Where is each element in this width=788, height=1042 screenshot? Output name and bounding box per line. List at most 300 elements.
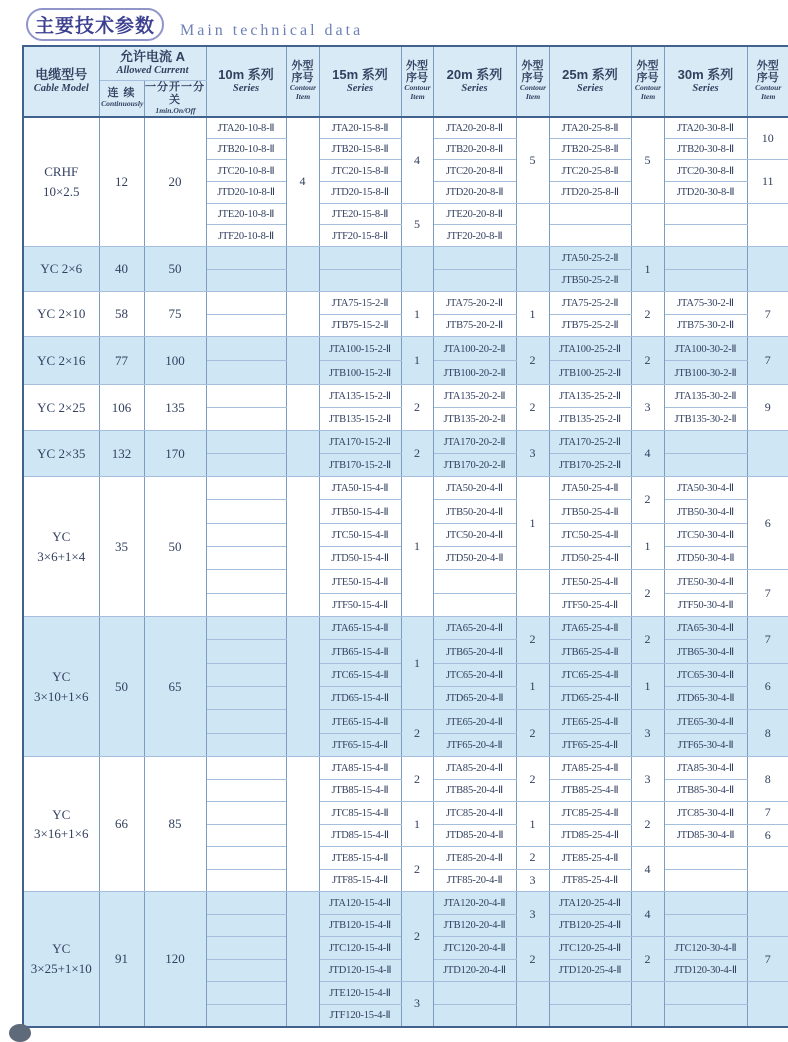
contour-item-cell: 1	[516, 802, 549, 847]
series-model-cell: JTF50-25-4-Ⅱ	[549, 593, 631, 616]
series-model-cell	[206, 847, 286, 870]
series-model-cell: JTD65-15-4-Ⅱ	[319, 687, 401, 710]
onoff-current-cell: 75	[144, 292, 206, 337]
series-model-cell: JTB170-15-2-Ⅱ	[319, 454, 401, 477]
series-model-cell: JTA20-25-8-Ⅱ	[549, 117, 631, 139]
series-model-cell: JTD65-30-4-Ⅱ	[664, 687, 747, 710]
series-model-cell: JTA135-30-2-Ⅱ	[664, 385, 747, 408]
contour-item-cell: 4	[401, 117, 433, 204]
table-row	[23, 477, 788, 500]
series-model-cell	[206, 869, 286, 892]
onoff-current-cell: 100	[144, 337, 206, 385]
contour-item-cell: 1	[516, 477, 549, 570]
series-model-cell	[664, 454, 747, 477]
series-model-cell: JTD50-25-4-Ⅱ	[549, 547, 631, 570]
col-header-allowed-current	[99, 46, 206, 80]
series-model-cell: JTA65-20-4-Ⅱ	[433, 617, 516, 640]
series-model-cell: JTA120-15-4-Ⅱ	[319, 892, 401, 915]
series-model-cell: JTA85-15-4-Ⅱ	[319, 757, 401, 780]
contour-item-cell: 3	[631, 385, 664, 431]
series-model-cell	[206, 959, 286, 982]
series-model-cell: JTE20-20-8-Ⅱ	[433, 203, 516, 225]
series-model-cell: JTB50-20-4-Ⅱ	[433, 500, 516, 523]
allowed-current-label-en: Allowed Current	[116, 64, 189, 76]
series-model-cell: JTB20-30-8-Ⅱ	[664, 138, 747, 160]
series-model-cell: JTE85-25-4-Ⅱ	[549, 847, 631, 870]
contour-item-cell: 3	[516, 431, 549, 477]
contour-item-cell	[747, 847, 788, 892]
series-model-cell	[206, 640, 286, 663]
main-technical-data-table	[22, 45, 788, 1028]
contour-item-cell: 8	[747, 710, 788, 757]
series-model-cell	[206, 431, 286, 454]
series-model-cell	[664, 1004, 747, 1027]
table-row	[23, 117, 788, 139]
series-model-cell: JTA75-25-2-Ⅱ	[549, 292, 631, 315]
series-model-cell: JTF65-15-4-Ⅱ	[319, 733, 401, 756]
series-model-cell	[206, 247, 286, 270]
series-model-cell	[664, 225, 747, 247]
contour-item-cell: 3	[631, 710, 664, 757]
contour-item-cell: 7	[747, 570, 788, 617]
series-model-cell: JTE65-15-4-Ⅱ	[319, 710, 401, 733]
contour-item-cell: 4	[631, 892, 664, 937]
series-model-cell	[664, 869, 747, 892]
series-model-cell	[206, 733, 286, 756]
series-model-cell	[549, 203, 631, 225]
series-model-cell: JTE20-10-8-Ⅱ	[206, 203, 286, 225]
series-model-cell: JTE20-15-8-Ⅱ	[319, 203, 401, 225]
contour-item-cell: 3	[401, 982, 433, 1027]
contour-item-cell	[516, 203, 549, 246]
table-row	[23, 337, 788, 361]
series-model-cell: JTB65-20-4-Ⅱ	[433, 640, 516, 663]
series-model-cell: JTB50-25-2-Ⅱ	[549, 269, 631, 292]
series-model-cell: JTB100-20-2-Ⅱ	[433, 361, 516, 385]
contour-item-cell: 2	[401, 431, 433, 477]
continuous-current-cell: 77	[99, 337, 144, 385]
contour-item-cell	[286, 617, 319, 757]
series-model-cell: JTA65-30-4-Ⅱ	[664, 617, 747, 640]
contour-item-cell	[747, 431, 788, 477]
series-model-cell	[433, 269, 516, 292]
contour-item-cell: 6	[747, 663, 788, 710]
section-title-zh: 主要技术参数	[34, 16, 155, 37]
bottom-partial-circle-icon	[9, 1024, 31, 1042]
series-model-cell	[206, 292, 286, 315]
series-model-cell: JTC20-30-8-Ⅱ	[664, 160, 747, 182]
contour-item-cell: 2	[516, 757, 549, 802]
contour-item-cell: 2	[631, 617, 664, 664]
contour-item-cell	[516, 982, 549, 1027]
series-model-cell	[206, 802, 286, 825]
series-model-cell	[549, 225, 631, 247]
series-model-cell: JTD50-20-4-Ⅱ	[433, 547, 516, 570]
series-model-cell	[206, 454, 286, 477]
contour-item-cell: 2	[401, 757, 433, 802]
contour-item-cell: 8	[747, 757, 788, 802]
series-model-cell: JTC85-15-4-Ⅱ	[319, 802, 401, 825]
contour-item-cell: 2	[516, 617, 549, 664]
table-row	[23, 247, 788, 270]
contour-item-cell: 2	[401, 892, 433, 982]
series-model-cell: JTD120-20-4-Ⅱ	[433, 959, 516, 982]
contour-item-cell: 11	[747, 160, 788, 203]
series-model-cell: JTE50-15-4-Ⅱ	[319, 570, 401, 593]
contour-item-cell: 2	[401, 710, 433, 757]
series-model-cell: JTC120-20-4-Ⅱ	[433, 937, 516, 960]
series-model-cell	[206, 547, 286, 570]
series-model-cell: JTA100-25-2-Ⅱ	[549, 337, 631, 361]
series-model-cell: JTA135-20-2-Ⅱ	[433, 385, 516, 408]
continuous-current-cell: 58	[99, 292, 144, 337]
contour-item-cell	[747, 247, 788, 292]
continuous-current-cell: 50	[99, 617, 144, 757]
contour-item-cell: 2	[631, 477, 664, 524]
series-model-cell: JTB75-15-2-Ⅱ	[319, 314, 401, 337]
series-model-cell: JTA75-20-2-Ⅱ	[433, 292, 516, 315]
cable-model-cell: CRHF 10×2.5	[23, 117, 99, 247]
table-row	[23, 385, 788, 408]
series-model-cell	[206, 1004, 286, 1027]
series-model-cell: JTB20-20-8-Ⅱ	[433, 138, 516, 160]
series-model-cell: JTA135-15-2-Ⅱ	[319, 385, 401, 408]
series-model-cell	[206, 757, 286, 780]
series-model-cell: JTB20-25-8-Ⅱ	[549, 138, 631, 160]
continuous-current-cell: 91	[99, 892, 144, 1027]
series-model-cell: JTD120-25-4-Ⅱ	[549, 959, 631, 982]
series-model-cell: JTB85-30-4-Ⅱ	[664, 779, 747, 802]
series-model-cell: JTB170-20-2-Ⅱ	[433, 454, 516, 477]
series-model-cell: JTC50-15-4-Ⅱ	[319, 523, 401, 546]
onoff-current-cell: 170	[144, 431, 206, 477]
contour-item-cell: 1	[516, 663, 549, 710]
series-model-cell: JTA20-10-8-Ⅱ	[206, 117, 286, 139]
series-model-cell: JTC50-30-4-Ⅱ	[664, 523, 747, 546]
contour-item-cell: 2	[516, 710, 549, 757]
contour-item-cell	[286, 337, 319, 385]
cable-model-cell: YC 2×6	[23, 247, 99, 292]
series-model-cell: JTB100-25-2-Ⅱ	[549, 361, 631, 385]
cable-model-cell: YC 3×10+1×6	[23, 617, 99, 757]
series-model-cell: JTC65-25-4-Ⅱ	[549, 663, 631, 686]
series-model-cell: JTA100-15-2-Ⅱ	[319, 337, 401, 361]
contour-item-cell: 2	[631, 292, 664, 337]
series-model-cell: JTB20-10-8-Ⅱ	[206, 138, 286, 160]
series-model-cell	[206, 892, 286, 915]
contour-item-cell: 2	[516, 385, 549, 431]
series-model-cell	[206, 337, 286, 361]
contour-item-cell	[747, 892, 788, 937]
contour-item-cell: 1	[516, 292, 549, 337]
series-model-cell	[664, 982, 747, 1005]
series-model-cell: JTC20-20-8-Ⅱ	[433, 160, 516, 182]
series-model-cell	[206, 937, 286, 960]
series-model-cell	[433, 1004, 516, 1027]
series-model-cell: JTA120-20-4-Ⅱ	[433, 892, 516, 915]
onoff-current-cell: 120	[144, 892, 206, 1027]
series-model-cell: JTF65-25-4-Ⅱ	[549, 733, 631, 756]
series-model-cell	[206, 314, 286, 337]
continuous-current-cell: 106	[99, 385, 144, 431]
series-model-cell: JTA50-15-4-Ⅱ	[319, 477, 401, 500]
contour-item-cell	[401, 247, 433, 292]
series-model-cell: JTE65-30-4-Ⅱ	[664, 710, 747, 733]
series-model-cell: JTF85-25-4-Ⅱ	[549, 869, 631, 892]
series-model-cell	[206, 779, 286, 802]
series-model-cell	[319, 269, 401, 292]
series-model-cell: JTA100-30-2-Ⅱ	[664, 337, 747, 361]
series-model-cell	[433, 982, 516, 1005]
contour-item-cell: 3	[631, 757, 664, 802]
series-model-cell: JTD20-30-8-Ⅱ	[664, 182, 747, 204]
contour-item-cell: 5	[631, 117, 664, 204]
contour-item-cell: 2	[401, 385, 433, 431]
series-model-cell: JTF65-20-4-Ⅱ	[433, 733, 516, 756]
contour-item-cell: 10	[747, 117, 788, 160]
series-model-cell: JTA85-20-4-Ⅱ	[433, 757, 516, 780]
contour-item-cell: 1	[631, 247, 664, 292]
series-model-cell	[206, 914, 286, 937]
series-model-cell: JTD120-15-4-Ⅱ	[319, 959, 401, 982]
series-model-cell: JTD85-20-4-Ⅱ	[433, 824, 516, 847]
series-model-cell: JTB100-30-2-Ⅱ	[664, 361, 747, 385]
cable-model-label-zh: 电缆型号	[35, 67, 88, 83]
series-model-cell: JTA50-20-4-Ⅱ	[433, 477, 516, 500]
col-header-onoff: 一分开一分关 1min.On/Off	[145, 80, 205, 115]
series-model-cell: JTC65-20-4-Ⅱ	[433, 663, 516, 686]
contour-item-cell: 7	[747, 617, 788, 664]
contour-item-cell	[516, 247, 549, 292]
series-model-cell: JTE65-25-4-Ⅱ	[549, 710, 631, 733]
series-model-cell: JTB120-15-4-Ⅱ	[319, 914, 401, 937]
contour-item-cell: 2	[631, 337, 664, 385]
series-model-cell	[206, 570, 286, 593]
table-row	[23, 431, 788, 454]
contour-item-cell: 7	[747, 292, 788, 337]
series-model-cell	[206, 617, 286, 640]
col-header-cable-model	[23, 46, 99, 117]
series-model-cell: JTA65-15-4-Ⅱ	[319, 617, 401, 640]
contour-item-cell	[747, 203, 788, 246]
series-model-cell: JTE50-30-4-Ⅱ	[664, 570, 747, 593]
cable-model-cell: YC 3×25+1×10	[23, 892, 99, 1027]
series-model-cell: JTC50-20-4-Ⅱ	[433, 523, 516, 546]
series-model-cell: JTD85-15-4-Ⅱ	[319, 824, 401, 847]
section-title-en: Main technical data	[180, 22, 364, 39]
series-model-cell	[664, 269, 747, 292]
series-model-cell: JTD85-25-4-Ⅱ	[549, 824, 631, 847]
allowed-current-label-zh: 允许电流 A	[119, 49, 185, 64]
contour-item-cell: 1	[631, 663, 664, 710]
cable-model-cell: YC 3×16+1×6	[23, 757, 99, 892]
series-model-cell	[664, 247, 747, 270]
series-model-cell: JTB75-20-2-Ⅱ	[433, 314, 516, 337]
contour-item-cell: 6	[747, 824, 788, 847]
contour-item-cell: 2	[516, 337, 549, 385]
col-header-series-20m: 20m 系列 Series	[433, 46, 516, 117]
contour-item-cell	[747, 982, 788, 1027]
series-model-cell: JTA75-30-2-Ⅱ	[664, 292, 747, 315]
table-row	[23, 757, 788, 780]
series-model-cell: JTD20-15-8-Ⅱ	[319, 182, 401, 204]
series-model-cell	[206, 982, 286, 1005]
contour-item-cell: 4	[631, 431, 664, 477]
series-model-cell: JTC50-25-4-Ⅱ	[549, 523, 631, 546]
series-model-cell: JTE120-15-4-Ⅱ	[319, 982, 401, 1005]
contour-item-cell: 6	[747, 477, 788, 570]
contour-item-cell	[286, 892, 319, 1027]
col-header-series-25m: 25m 系列 Series	[549, 46, 631, 117]
contour-item-cell	[286, 757, 319, 892]
continuous-current-cell: 12	[99, 117, 144, 247]
continuous-current-cell: 132	[99, 431, 144, 477]
series-model-cell: JTB50-15-4-Ⅱ	[319, 500, 401, 523]
series-model-cell: JTA85-30-4-Ⅱ	[664, 757, 747, 780]
contour-item-cell: 9	[747, 385, 788, 431]
series-model-cell: JTB100-15-2-Ⅱ	[319, 361, 401, 385]
series-model-cell	[206, 710, 286, 733]
series-model-cell: JTF20-20-8-Ⅱ	[433, 225, 516, 247]
series-model-cell: JTD65-20-4-Ⅱ	[433, 687, 516, 710]
series-model-cell: JTB20-15-8-Ⅱ	[319, 138, 401, 160]
series-model-cell: JTB135-25-2-Ⅱ	[549, 408, 631, 431]
series-model-cell: JTC20-15-8-Ⅱ	[319, 160, 401, 182]
contour-item-cell: 1	[401, 292, 433, 337]
series-model-cell	[433, 593, 516, 616]
cable-model-label-en: Cable Model	[33, 83, 89, 95]
series-model-cell: JTC120-30-4-Ⅱ	[664, 937, 747, 960]
series-model-cell	[433, 570, 516, 593]
onoff-current-cell: 50	[144, 247, 206, 292]
series-model-cell: JTE85-15-4-Ⅱ	[319, 847, 401, 870]
contour-item-cell: 3	[516, 869, 549, 892]
series-model-cell: JTA75-15-2-Ⅱ	[319, 292, 401, 315]
contour-item-cell: 5	[516, 117, 549, 204]
contour-item-cell: 2	[401, 847, 433, 892]
contour-item-cell: 2	[516, 937, 549, 982]
table-row	[23, 892, 788, 915]
series-model-cell: JTB135-30-2-Ⅱ	[664, 408, 747, 431]
contour-item-cell: 7	[747, 937, 788, 982]
series-model-cell	[206, 593, 286, 616]
onoff-current-cell: 50	[144, 477, 206, 617]
series-model-cell	[664, 914, 747, 937]
series-model-cell: JTA20-30-8-Ⅱ	[664, 117, 747, 139]
onoff-current-cell: 135	[144, 385, 206, 431]
series-model-cell: JTE65-20-4-Ⅱ	[433, 710, 516, 733]
series-model-cell: JTD20-20-8-Ⅱ	[433, 182, 516, 204]
contour-item-cell: 5	[401, 203, 433, 246]
series-model-cell	[664, 847, 747, 870]
series-model-cell: JTB50-30-4-Ⅱ	[664, 500, 747, 523]
series-model-cell: JTD85-30-4-Ⅱ	[664, 824, 747, 847]
col-header-contour-3: 外型 序号 Contour Item	[516, 46, 549, 117]
series-model-cell	[206, 477, 286, 500]
series-model-cell: JTB135-15-2-Ⅱ	[319, 408, 401, 431]
series-model-cell: JTB75-25-2-Ⅱ	[549, 314, 631, 337]
col-header-series-10m: 10m 系列 Series	[206, 46, 286, 117]
series-model-cell: JTA50-30-4-Ⅱ	[664, 477, 747, 500]
series-model-cell: JTA120-25-4-Ⅱ	[549, 892, 631, 915]
series-model-cell: JTF85-20-4-Ⅱ	[433, 869, 516, 892]
series-model-cell: JTF65-30-4-Ⅱ	[664, 733, 747, 756]
series-model-cell	[319, 247, 401, 270]
contour-item-cell	[631, 982, 664, 1027]
series-model-cell	[549, 982, 631, 1005]
series-model-cell	[206, 385, 286, 408]
contour-item-cell: 1	[631, 523, 664, 570]
contour-item-cell: 3	[516, 892, 549, 937]
table-body	[23, 117, 788, 1027]
continuous-current-cell: 40	[99, 247, 144, 292]
series-model-cell: JTB120-20-4-Ⅱ	[433, 914, 516, 937]
contour-item-cell: 1	[401, 617, 433, 710]
series-model-cell: JTA85-25-4-Ⅱ	[549, 757, 631, 780]
series-model-cell: JTA170-25-2-Ⅱ	[549, 431, 631, 454]
series-model-cell: JTA50-25-2-Ⅱ	[549, 247, 631, 270]
contour-item-cell: 7	[747, 337, 788, 385]
series-model-cell: JTF50-30-4-Ⅱ	[664, 593, 747, 616]
col-header-series-30m: 30m 系列 Series	[664, 46, 747, 117]
contour-item-cell	[631, 203, 664, 246]
cable-model-cell: YC 2×25	[23, 385, 99, 431]
series-model-cell	[206, 361, 286, 385]
series-model-cell: JTD65-25-4-Ⅱ	[549, 687, 631, 710]
col-header-contour-1: 外型 序号 Contour Item	[286, 46, 319, 117]
series-model-cell: JTC65-15-4-Ⅱ	[319, 663, 401, 686]
col-header-series-15m: 15m 系列 Series	[319, 46, 401, 117]
contour-item-cell: 2	[631, 802, 664, 847]
series-model-cell: JTF20-15-8-Ⅱ	[319, 225, 401, 247]
series-model-cell: JTA135-25-2-Ⅱ	[549, 385, 631, 408]
series-model-cell: JTB75-30-2-Ⅱ	[664, 314, 747, 337]
series-model-cell	[549, 1004, 631, 1027]
table-header	[23, 46, 788, 117]
contour-item-cell: 1	[401, 802, 433, 847]
contour-item-cell: 2	[631, 937, 664, 982]
contour-item-cell	[286, 477, 319, 617]
series-model-cell: JTC120-25-4-Ⅱ	[549, 937, 631, 960]
contour-item-cell: 4	[631, 847, 664, 892]
series-model-cell: JTB85-15-4-Ⅱ	[319, 779, 401, 802]
series-model-cell: JTA20-15-8-Ⅱ	[319, 117, 401, 139]
series-model-cell	[206, 687, 286, 710]
continuous-current-cell: 35	[99, 477, 144, 617]
contour-item-cell: 2	[516, 847, 549, 870]
contour-item-cell: 7	[747, 802, 788, 825]
col-header-continuous: 连 续 Continuously	[99, 80, 144, 117]
section-title-pill	[26, 8, 164, 41]
cable-model-cell: YC 2×10	[23, 292, 99, 337]
series-model-cell: JTC85-30-4-Ⅱ	[664, 802, 747, 825]
series-model-cell: JTF85-15-4-Ⅱ	[319, 869, 401, 892]
col-header-contour-4: 外型 序号 Contour Item	[631, 46, 664, 117]
series-model-cell: JTD20-10-8-Ⅱ	[206, 182, 286, 204]
contour-item-cell	[516, 570, 549, 617]
series-model-cell: JTF50-15-4-Ⅱ	[319, 593, 401, 616]
series-model-cell: JTD50-30-4-Ⅱ	[664, 547, 747, 570]
cable-model-cell: YC 2×16	[23, 337, 99, 385]
col-header-contour-5: 外型 序号 Contour Item	[747, 46, 788, 117]
series-model-cell: JTE50-25-4-Ⅱ	[549, 570, 631, 593]
series-model-cell	[206, 408, 286, 431]
series-model-cell: JTB120-25-4-Ⅱ	[549, 914, 631, 937]
series-model-cell: JTB50-25-4-Ⅱ	[549, 500, 631, 523]
series-model-cell: JTA170-15-2-Ⅱ	[319, 431, 401, 454]
table-row	[23, 292, 788, 315]
series-model-cell	[664, 203, 747, 225]
